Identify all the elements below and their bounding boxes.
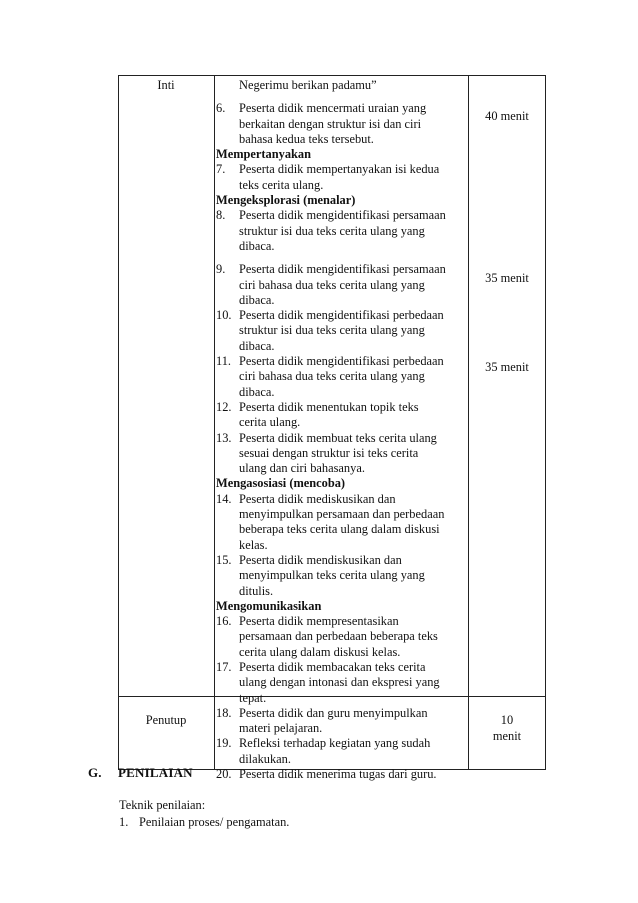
duration-label bbox=[468, 712, 546, 744]
section-heading: Mempertanyakan bbox=[216, 147, 311, 162]
section-heading: Mengasosiasi (mencoba) bbox=[216, 476, 346, 491]
table-left-border bbox=[118, 75, 119, 770]
list-item: 15. Peserta didik mendiskusikan dan bbox=[216, 552, 402, 567]
section-title-text: PENILAIAN bbox=[118, 765, 193, 780]
section-title bbox=[88, 765, 193, 781]
list-number: 1. bbox=[119, 815, 129, 829]
list-item bbox=[119, 814, 289, 831]
list-item: 7. Peserta didik mempertanyakan isi kedua bbox=[216, 162, 440, 177]
list-item: 16. Peserta didik mempresentasikan bbox=[216, 614, 399, 629]
list-item: 8. Peserta didik mengidentifikasi persamaan bbox=[216, 208, 446, 223]
duration-value: 10 bbox=[500, 713, 514, 727]
activity-list: Negerimu berikan padamu” 6. Peserta didik mencermati uraian yang berkaitan dengan struktur isi dan ciri bahasa kedua teks tersebut. Mempertanyakan 7. Peserta didik mempertanyakan isi kedua teks cerita ulang. Mengeksplorasi (menalar) 8. Peserta didik mengidentifikasi persamaan struktur isi dua teks cerita ulang yang dibaca. 9. Peserta didik mengidentifikasi persamaan ciri bahasa dua teks cerita ulang yang dibaca. 10. Peserta didik mengidentifikasi perbedaan struktur isi dua teks cerita ulang yang dibaca. 11. Peserta didik mengidentifikasi perbedaan ciri bahasa dua teks cerita ulang yang dibaca. 12. Peserta didik menentukan topik teks cerita ulang. 13. Peserta didik membuat teks cerita ulang sesuai dengan struktur isi teks cerita ulang dan ciri bahasanya. Mengasosiasi (mencoba) 14. Peserta didik mediskusikan dan menyimpulkan persamaan dan perbedaan beberapa teks cerita ulang dalam diskusi kelas. 15. Peserta didik mendiskusikan dan menyimpulkan teks cerita ulang yang ditulis. Mengomunikasikan 16. Peserta didik mempresentasikan persamaan dan perbedaan beberapa teks cerita ulang dalam diskusi kelas. 17. Peserta didik membacakan teks cerita ulang dengan intonasi dan ekspresi yang tepat. 18. Peserta didik dan guru menyimpulkan materi pelajaran. 19. Refleksi terhadap kegiatan yang sudah dilakukan. 20. Peserta didik menerima tugas dari guru. bbox=[216, 78, 458, 782]
section-letter: G. bbox=[88, 765, 102, 780]
list-item: 14. Peserta didik mediskusikan dan bbox=[216, 491, 396, 506]
list-item: 11. Peserta didik mengidentifikasi perbedaan bbox=[216, 354, 444, 369]
table-right-border bbox=[545, 75, 546, 770]
list-item: 20. Peserta didik menerima tugas dari guru. bbox=[216, 767, 437, 782]
list-item: 13. Peserta didik membuat teks cerita ulang bbox=[216, 430, 437, 445]
teknik-label: Teknik penilaian: bbox=[119, 798, 206, 812]
list-text: Penilaian proses/ pengamatan. bbox=[139, 815, 290, 829]
column-divider bbox=[214, 75, 215, 770]
section-heading: Mengeksplorasi (menalar) bbox=[216, 193, 356, 208]
list-item: 17. Peserta didik membacakan teks cerita bbox=[216, 659, 426, 674]
list-item: 10. Peserta didik mengidentifikasi perbedaan bbox=[216, 308, 444, 323]
stage-inti: Inti bbox=[157, 78, 175, 92]
list-item: 6. Peserta didik mencermati uraian yang bbox=[216, 101, 427, 116]
list-item: 12. Peserta didik menentukan topik teks bbox=[216, 399, 419, 414]
column-divider bbox=[468, 75, 469, 770]
duration-label: 35 menit bbox=[485, 271, 529, 285]
duration-label: 40 menit bbox=[485, 109, 529, 123]
table-top-border bbox=[118, 75, 546, 76]
list-item: 18. Peserta didik dan guru menyimpulkan bbox=[216, 705, 428, 720]
activity-text: Negerimu berikan padamu” bbox=[239, 78, 377, 92]
stage-penutup: Penutup bbox=[145, 713, 187, 727]
duration-unit: menit bbox=[492, 729, 522, 743]
list-item: 19. Refleksi terhadap kegiatan yang sudah bbox=[216, 736, 431, 751]
section-heading: Mengomunikasikan bbox=[216, 598, 322, 613]
list-item: 9. Peserta didik mengidentifikasi persamaan bbox=[216, 262, 446, 277]
duration-label: 35 menit bbox=[485, 360, 529, 374]
